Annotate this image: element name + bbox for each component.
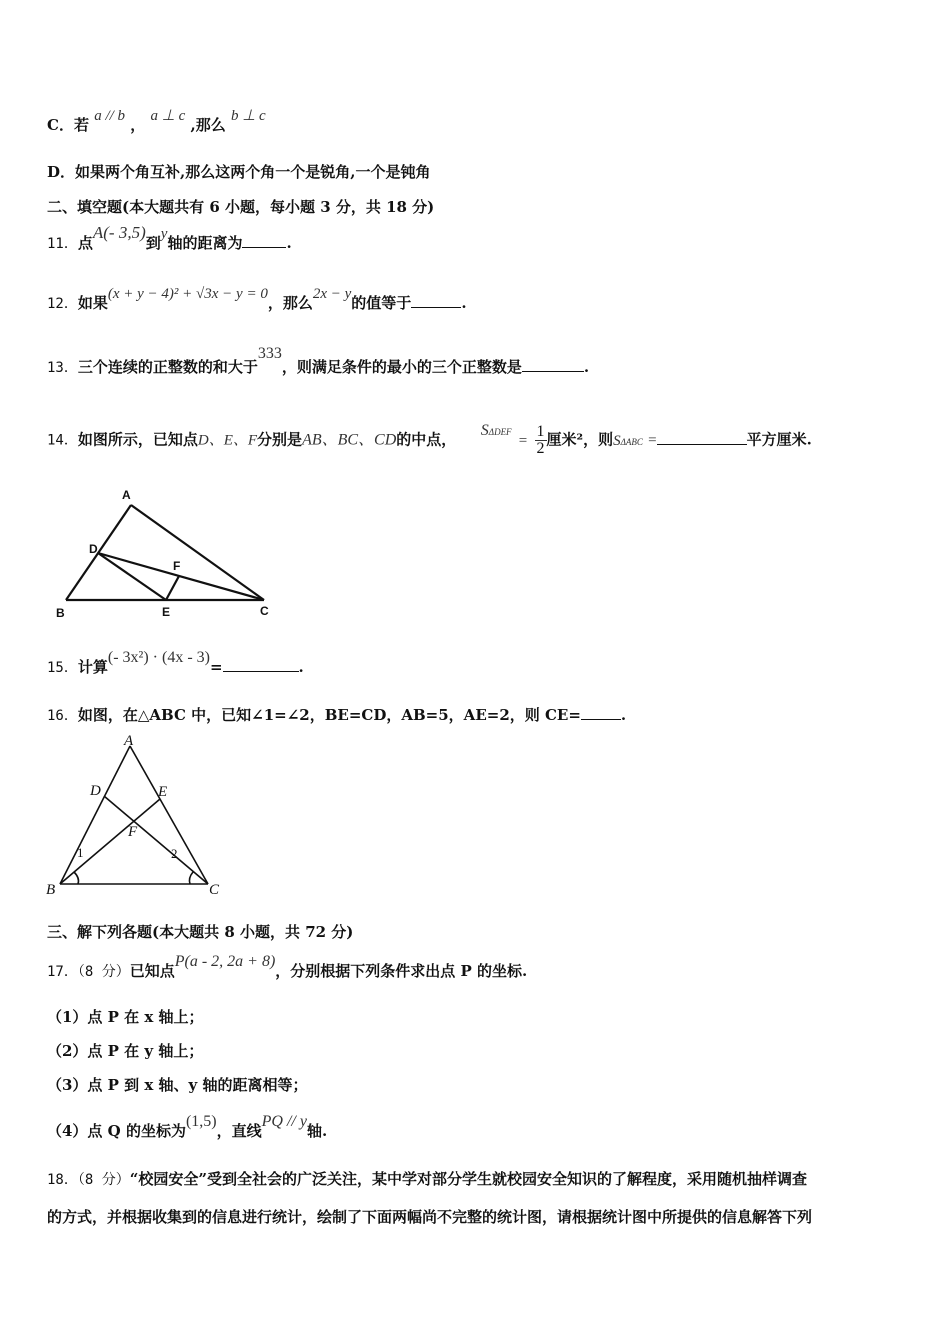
q11-pre: 点 [77, 234, 93, 252]
q16-number: 16． [47, 708, 78, 724]
q17-part3: （3）点 P 到 x 轴、y 轴的距离相等； [47, 1076, 308, 1094]
question-13 [47, 345, 590, 377]
option-d: D．如果两个角互补,那么这两个角一个是锐角,一个是钝角 [47, 163, 431, 181]
fig16-label-angle1: 1 [77, 845, 84, 860]
q12-end: . [461, 294, 467, 312]
q12-mid: ，那么 [267, 294, 313, 312]
fig16-label-e: E [158, 784, 168, 800]
question-17 [47, 953, 528, 981]
q11-end: . [286, 234, 292, 252]
q16-text: 如图，在△ABC 中，已知∠1=∠2，BE=CD，AB=5，AE=2，则 CE= [77, 706, 581, 724]
q11-axis: y [160, 226, 168, 242]
q15-pre: 计算 [77, 658, 108, 676]
figure-14-triangle [46, 486, 286, 621]
q14-answer-blank[interactable] [657, 430, 747, 445]
q11-mid: 到 [145, 234, 161, 252]
question-14 [47, 421, 812, 457]
option-c-label: C．若 [47, 116, 89, 134]
q17-pre: 已知点 [129, 962, 175, 980]
q12-answer-blank[interactable] [411, 293, 461, 308]
q17-part4-pre: （4）点 Q 的坐标为 [47, 1122, 186, 1140]
section3-title: 三、解下列各题(本大题共 8 小题，共 72 分) [47, 923, 354, 941]
fig16-angle1-arc [74, 872, 79, 884]
q15-number: 15． [47, 660, 78, 676]
fig16-label-f: F [128, 824, 138, 840]
q13-post: ，则满足条件的最小的三个正整数是 [281, 358, 522, 376]
q13-answer-blank[interactable] [522, 357, 584, 372]
q17-post: ，分别根据下列条件求出点 P 的坐标. [275, 962, 528, 980]
q15-expression: (- 3x²) · (4x - 3) [107, 649, 210, 666]
fig16-label-angle2: 2 [171, 846, 178, 861]
q14-area-def [481, 422, 512, 439]
question-16 [47, 704, 626, 725]
q14-eq2: = [648, 432, 657, 449]
fig16-label-b: B [46, 882, 56, 898]
q12-post: 的值等于 [351, 294, 412, 312]
q17-part4-post: 轴. [306, 1122, 328, 1140]
q13-number: 13． [47, 360, 78, 376]
q17-part1: （1）点 P 在 x 轴上； [47, 1008, 204, 1026]
fig14-label-c: C [260, 604, 269, 618]
q14-s2-sub: ΔABC [620, 436, 643, 447]
fig16-label-a: A [124, 733, 134, 749]
fig14-label-f: F [173, 559, 181, 573]
q14-mid1: 分别是 [257, 430, 303, 449]
q17-number: 17． [47, 964, 78, 980]
q15-post: = [209, 658, 223, 676]
question-18-line1 [47, 1168, 807, 1189]
fig16-angle2-arc [189, 872, 193, 884]
q17-part2: （2）点 P 在 y 轴上； [47, 1042, 204, 1060]
q14-unit: 厘米²，则 [546, 430, 614, 449]
question-11 [47, 223, 292, 253]
q18-text-line1: “校园安全”受到全社会的广泛关注，某中学对部分学生就校园安全知识的了解程度，采用随机抽样调查 [129, 1170, 807, 1188]
q14-s1-sub: ΔDEF [488, 426, 512, 437]
q15-end: . [298, 658, 304, 676]
q14-points: D、E、F [197, 432, 258, 449]
then-text: ,那么 [190, 116, 226, 134]
q16-end: . [620, 706, 627, 724]
q17-point-q: (1,5) [185, 1113, 217, 1130]
fig14-label-b: B [56, 606, 65, 620]
fig14-label-a: A [122, 488, 131, 502]
q11-post: 轴的距离为 [167, 234, 243, 252]
q14-eq: = [518, 432, 528, 449]
q16-answer-blank[interactable] [581, 705, 621, 720]
fig14-label-e: E [162, 605, 171, 619]
fig14-line-ef [166, 576, 179, 600]
q14-frac-numerator: 1 [536, 423, 545, 440]
math-b-perp-c: b ⊥ c [230, 108, 266, 124]
question-15 [47, 649, 304, 677]
q14-fraction [535, 424, 547, 457]
q14-s2: S [613, 432, 621, 449]
question-18-line2: 的方式，并根据收集到的信息进行统计，绘制了下面两幅尚不完整的统计图，请根据统计图中所提供的信息解答下列 [47, 1208, 813, 1226]
q17-point-p: P(a - 2, 2a + 8) [174, 953, 276, 970]
q14-area-abc [613, 433, 643, 449]
q13-value: 333 [257, 345, 282, 362]
q14-segments: AB、BC、CD [302, 431, 397, 449]
figure-16-triangle [46, 732, 226, 898]
q11-point: A(- 3,5) [92, 223, 146, 242]
question-12 [47, 286, 467, 313]
q12-expression: 2x − y [312, 286, 352, 302]
q12-equation: (x + y − 4)² + √3x − y = 0 [107, 286, 268, 302]
q11-number: 11． [47, 236, 78, 252]
q17-part4-mid: ，直线 [216, 1122, 262, 1140]
fig16-line-be [60, 799, 160, 884]
q17-line-pq: PQ // y [261, 1113, 307, 1130]
fig14-edge-ac [131, 505, 264, 600]
q17-part4 [47, 1113, 328, 1141]
q14-mid2: 的中点， [396, 430, 457, 449]
q14-post: 平方厘米. [746, 430, 812, 449]
q14-s1: S [480, 421, 489, 439]
fig16-edge-ab [60, 746, 130, 884]
fig14-label-d: D [89, 542, 98, 556]
q14-pre: 如图所示，已知点 [77, 430, 198, 449]
q11-answer-blank[interactable] [242, 233, 286, 248]
q18-score: （8 分） [77, 1172, 130, 1188]
math-a-parallel-b: a // b [94, 108, 126, 124]
q12-number: 12． [47, 296, 78, 312]
fig16-line-cd [104, 796, 208, 884]
math-a-perp-c: a ⊥ c [150, 108, 186, 124]
section2-title: 二、填空题(本大题共有 6 小题，每小题 3 分，共 18 分) [47, 198, 435, 216]
q14-number: 14． [47, 432, 78, 449]
q13-pre: 三个连续的正整数的和大于 [77, 358, 258, 376]
q15-answer-blank[interactable] [223, 657, 299, 672]
q12-pre: 如果 [77, 294, 108, 312]
separator: ， [130, 116, 146, 134]
option-c [47, 108, 266, 135]
q17-score: （8 分） [77, 964, 130, 980]
fig16-label-d: D [90, 783, 101, 799]
fig16-label-c: C [209, 882, 220, 898]
q18-number: 18． [47, 1172, 78, 1188]
q13-end: . [583, 358, 590, 376]
q14-frac-denominator: 2 [536, 440, 545, 457]
fig14-line-dc [98, 553, 264, 600]
fig14-line-de [98, 553, 166, 600]
